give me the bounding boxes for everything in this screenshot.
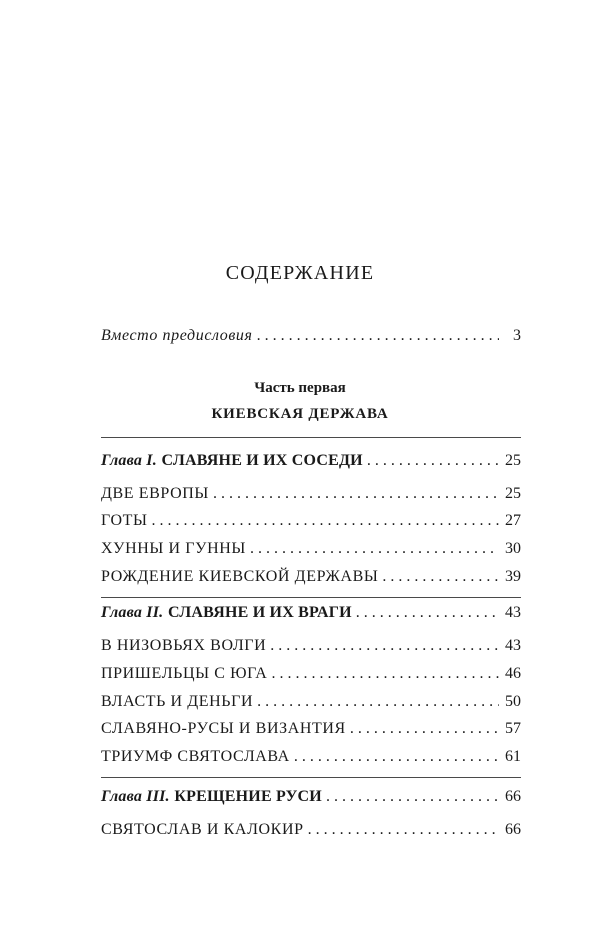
chapter-2-entry[interactable] bbox=[101, 603, 521, 623]
toc-entry[interactable] bbox=[101, 820, 521, 840]
dot-leader bbox=[152, 511, 499, 531]
toc-entry-page: 30 bbox=[505, 540, 521, 557]
toc-entry-page: 27 bbox=[505, 512, 521, 529]
divider bbox=[101, 597, 521, 598]
page-title: СОДЕРЖАНИЕ bbox=[225, 262, 375, 284]
dot-leader bbox=[308, 820, 499, 840]
toc-entry-label: СЛАВЯНО-РУСЫ И ВИЗАНТИЯ bbox=[101, 720, 346, 737]
toc-entry-label: РОЖДЕНИЕ КИЕВСКОЙ ДЕРЖАВЫ bbox=[101, 568, 379, 585]
toc-entry-label: ПРИШЕЛЬЦЫ С ЮГА bbox=[101, 665, 268, 682]
toc-entry[interactable] bbox=[101, 511, 521, 531]
chapter-number: Глава II. bbox=[101, 604, 164, 621]
dot-leader bbox=[213, 484, 499, 504]
toc-entry-page: 66 bbox=[505, 821, 521, 838]
toc-entry-label: Вместо предисловия bbox=[101, 327, 253, 344]
toc-entry-page: 43 bbox=[505, 604, 521, 621]
dot-leader bbox=[350, 719, 499, 739]
toc-entry[interactable] bbox=[101, 539, 521, 559]
dot-leader bbox=[294, 747, 499, 767]
toc-entry-page: 50 bbox=[505, 693, 521, 710]
divider bbox=[101, 777, 521, 778]
toc-entry-page: 66 bbox=[505, 788, 521, 805]
toc-entry-page: 3 bbox=[513, 327, 521, 344]
toc-entry-label: ГОТЫ bbox=[101, 512, 148, 529]
toc-entry-page: 25 bbox=[505, 452, 521, 469]
toc-entry-label: ВЛАСТЬ И ДЕНЬГИ bbox=[101, 693, 254, 710]
toc-entry[interactable] bbox=[101, 484, 521, 504]
toc-entry-label: В НИЗОВЬЯХ ВОЛГИ bbox=[101, 637, 267, 654]
toc-entry-label: ДВЕ ЕВРОПЫ bbox=[101, 485, 209, 502]
chapter-3-entry[interactable] bbox=[101, 787, 521, 807]
toc-entry[interactable] bbox=[101, 692, 521, 712]
dot-leader bbox=[271, 664, 499, 684]
toc-entry-page: 25 bbox=[505, 485, 521, 502]
chapter-name: СЛАВЯНЕ И ИХ ВРАГИ bbox=[167, 604, 352, 621]
toc-entry-page: 46 bbox=[505, 665, 521, 682]
toc-entry-foreword[interactable] bbox=[101, 326, 521, 346]
toc-entry[interactable] bbox=[101, 747, 521, 767]
dot-leader bbox=[250, 539, 499, 559]
toc-entry-label: СВЯТОСЛАВ И КАЛОКИР bbox=[101, 821, 304, 838]
chapter-name: КРЕЩЕНИЕ РУСИ bbox=[174, 788, 322, 805]
chapter-1-entry[interactable] bbox=[101, 451, 521, 471]
toc-entry-page: 43 bbox=[505, 637, 521, 654]
toc-entry[interactable] bbox=[101, 567, 521, 587]
dot-leader bbox=[367, 451, 499, 471]
dot-leader bbox=[257, 326, 499, 346]
chapter-number: Глава III. bbox=[101, 788, 170, 805]
toc-entry-page: 57 bbox=[505, 720, 521, 737]
dot-leader bbox=[326, 787, 499, 807]
part-label: Часть первая bbox=[254, 380, 346, 396]
chapter-number: Глава I. bbox=[101, 452, 157, 469]
toc-entry-page: 61 bbox=[505, 748, 521, 765]
dot-leader bbox=[382, 567, 499, 587]
toc-entry-label: ТРИУМФ СВЯТОСЛАВА bbox=[101, 748, 290, 765]
dot-leader bbox=[270, 636, 499, 656]
toc-entry[interactable] bbox=[101, 636, 521, 656]
dot-leader bbox=[356, 603, 499, 623]
toc-entry-label: ХУННЫ И ГУННЫ bbox=[101, 540, 246, 557]
toc-entry[interactable] bbox=[101, 664, 521, 684]
toc-entry-page: 39 bbox=[505, 568, 521, 585]
toc-entry[interactable] bbox=[101, 719, 521, 739]
divider bbox=[101, 437, 521, 438]
dot-leader bbox=[257, 692, 499, 712]
part-title: КИЕВСКАЯ ДЕРЖАВА bbox=[211, 406, 389, 422]
chapter-name: СЛАВЯНЕ И ИХ СОСЕДИ bbox=[161, 452, 363, 469]
